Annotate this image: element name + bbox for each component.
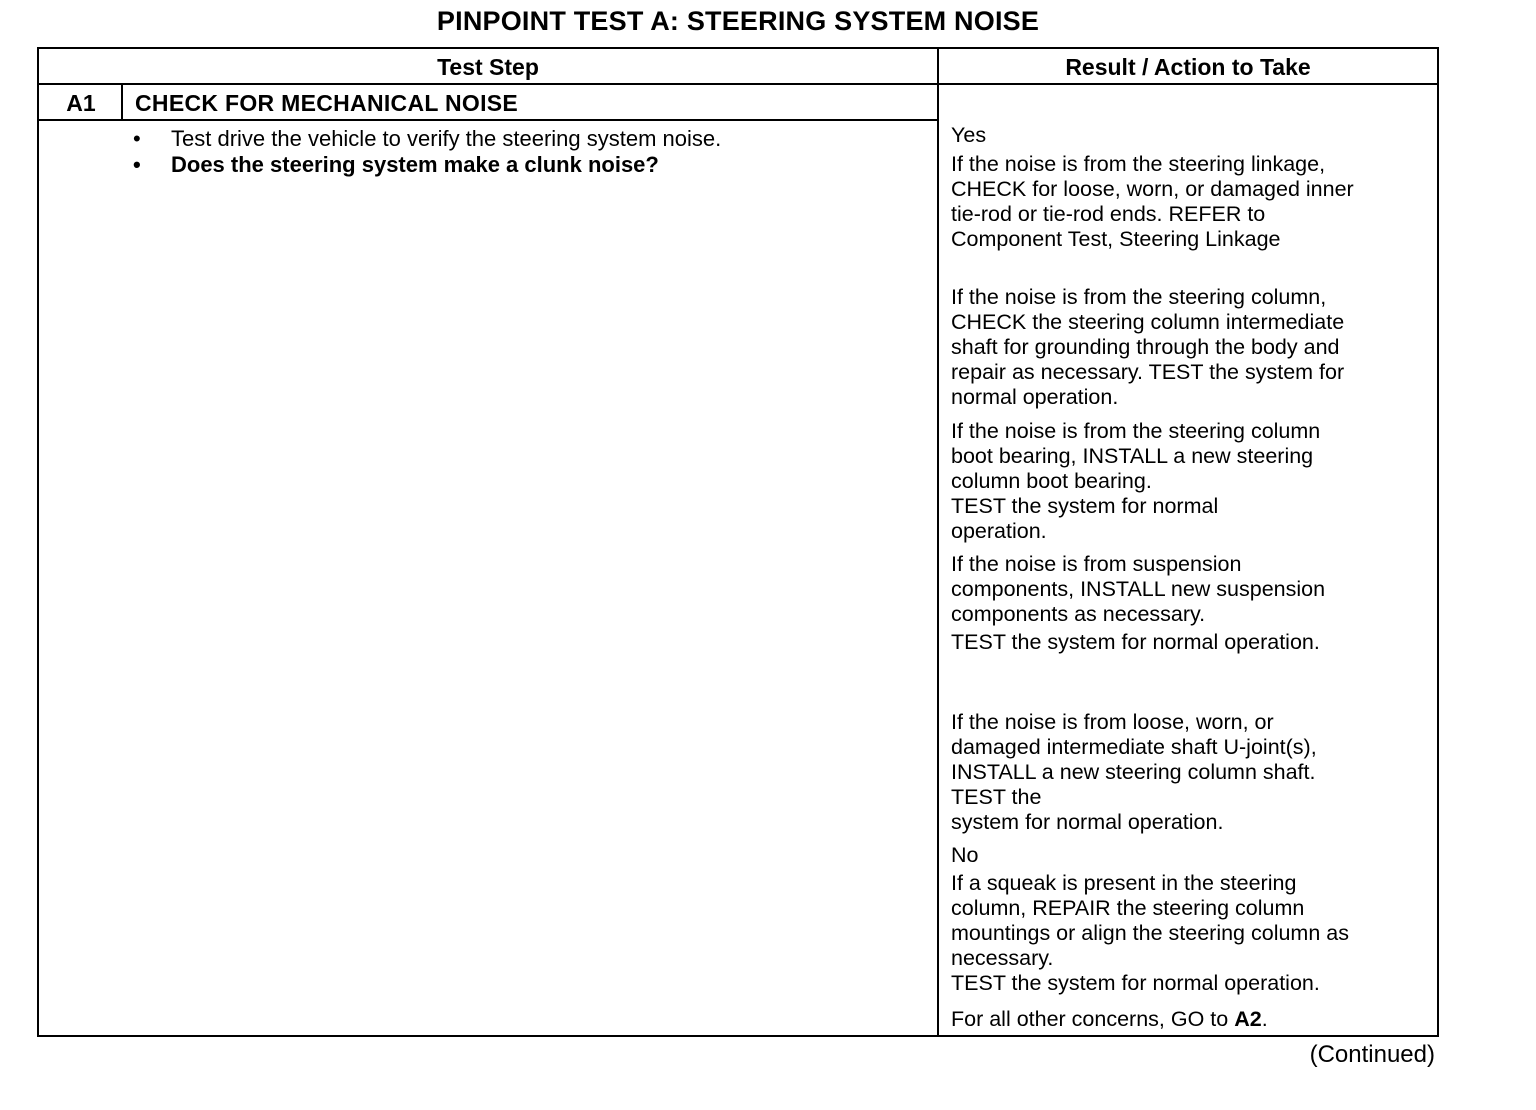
result-line: CHECK the steering column intermediate — [951, 310, 1345, 334]
bullet-marker: • — [133, 126, 141, 151]
result-line: tie-rod or tie-rod ends. REFER to — [951, 202, 1266, 226]
result-line: necessary. — [951, 946, 1054, 970]
step-title: CHECK FOR MECHANICAL NOISE — [135, 90, 519, 116]
result-line: CHECK for loose, worn, or damaged inner — [951, 177, 1354, 201]
result-line: TEST the system for normal operation. — [951, 630, 1320, 654]
pinpoint-test-table — [37, 47, 1439, 1037]
result-line: If a squeak is present in the steering — [951, 871, 1297, 895]
header-test-step: Test Step — [437, 54, 539, 80]
result-line: boot bearing, INSTALL a new steering — [951, 444, 1314, 468]
result-line: components, INSTALL new suspension — [951, 577, 1326, 601]
result-line: damaged intermediate shaft U-joint(s), — [951, 735, 1317, 759]
result-yes-paragraph — [951, 285, 1437, 410]
header-result-action: Result / Action to Take — [1065, 54, 1311, 80]
final-action-text: For all other concerns, GO to — [951, 1007, 1235, 1031]
result-line: If the noise is from the steering column, — [951, 285, 1327, 309]
column-divider — [937, 49, 939, 1035]
result-line: operation. — [951, 519, 1047, 543]
result-line: TEST the — [951, 785, 1042, 809]
result-line: Component Test, Steering Linkage — [951, 227, 1281, 251]
result-yes-paragraph — [951, 552, 1437, 655]
bullet-text: Test drive the vehicle to verify the steering system noise. — [171, 126, 722, 151]
list-item — [133, 152, 923, 178]
result-yes-paragraph — [951, 152, 1437, 252]
result-no-paragraph — [951, 871, 1437, 996]
bullet-marker: • — [133, 152, 141, 177]
result-line: normal operation. — [951, 385, 1119, 409]
result-no-label: No — [951, 843, 979, 867]
step-id: A1 — [66, 90, 96, 116]
result-line: repair as necessary. TEST the system for — [951, 360, 1345, 384]
result-line: mountings or align the steering column as — [951, 921, 1349, 945]
go-to-step-ref: A2 — [1234, 1007, 1262, 1031]
result-line: system for normal operation. — [951, 810, 1224, 834]
final-action-suffix: . — [1261, 1007, 1268, 1031]
result-line: If the noise is from the steering column — [951, 419, 1321, 443]
result-yes-paragraph — [951, 419, 1437, 544]
result-line: TEST the system for normal — [951, 494, 1219, 518]
result-yes-paragraph — [951, 710, 1437, 835]
result-line: If the noise is from the steering linkage, — [951, 152, 1326, 176]
step-bullets — [133, 126, 923, 178]
result-line: components as necessary. — [951, 602, 1206, 626]
result-line: column boot bearing. — [951, 469, 1152, 493]
result-line: TEST the system for normal operation. — [951, 971, 1320, 995]
result-line: If the noise is from suspension — [951, 552, 1242, 576]
result-line: shaft for grounding through the body and — [951, 335, 1340, 359]
result-final-action — [951, 1007, 1437, 1032]
result-line: INSTALL a new steering column shaft. — [951, 760, 1316, 784]
result-line: If the noise is from loose, worn, or — [951, 710, 1274, 734]
bullet-question: Does the steering system make a clunk noise? — [171, 152, 659, 177]
continued-note: (Continued) — [1309, 1041, 1435, 1068]
result-line: column, REPAIR the steering column — [951, 896, 1305, 920]
result-yes-label: Yes — [951, 123, 987, 147]
list-item — [133, 126, 923, 152]
page-title: PINPOINT TEST A: STEERING SYSTEM NOISE — [436, 6, 1040, 36]
